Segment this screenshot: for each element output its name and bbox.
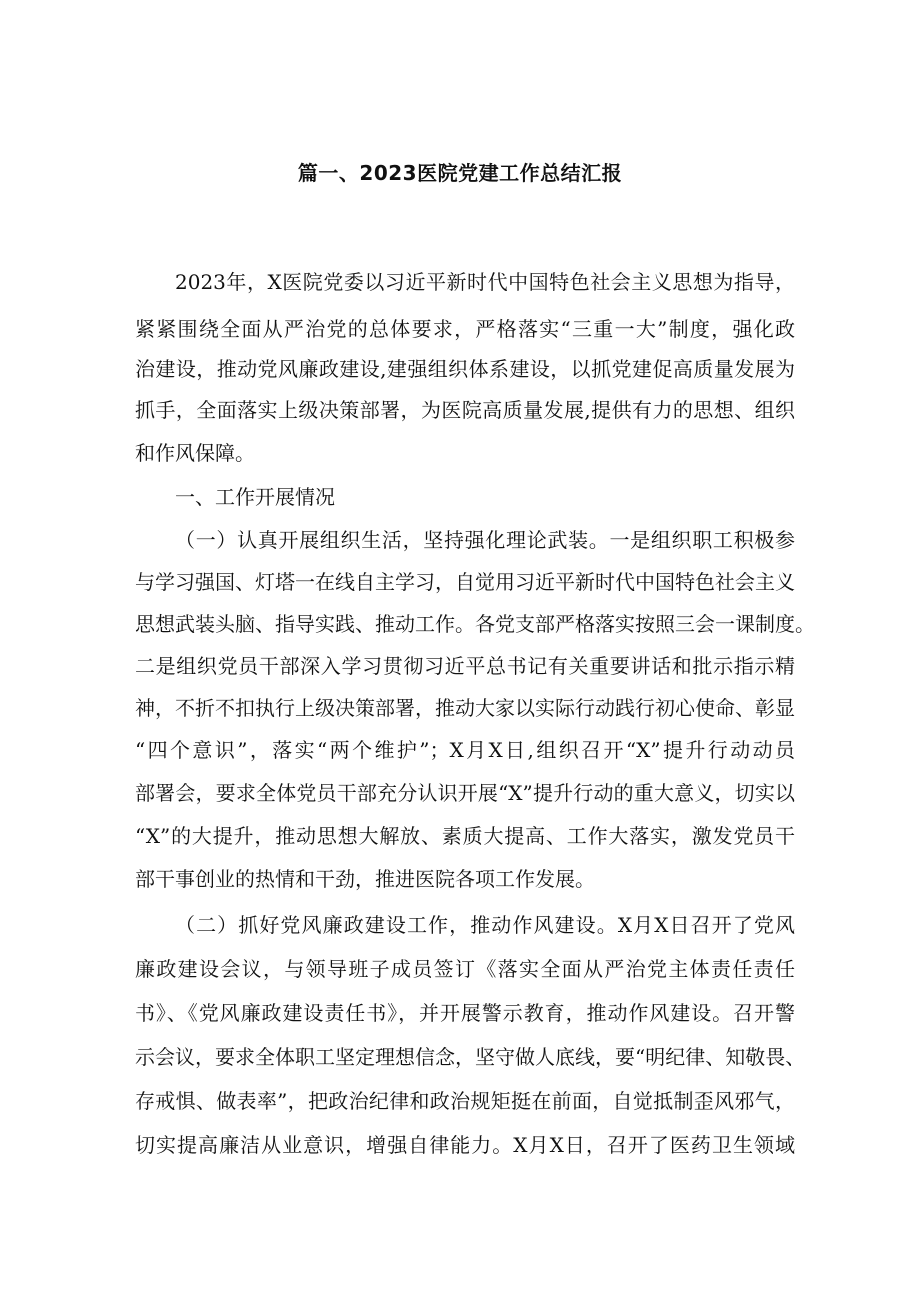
- intro-line-4: 抓手，全面落实上级决策部署，为医院高质量发展,提供有力的思想、组织: [135, 398, 795, 422]
- para1-line-8: “X”的大提升，推动思想大解放、素质大提高、工作大落实，激发党员干: [135, 824, 795, 848]
- intro-line-3: 治建设，推动党风廉政建设,建强组织体系建设，以抓党建促高质量发展为: [135, 357, 795, 381]
- para1-line-9: 部干事创业的热情和干劲，推进医院各项工作发展。: [135, 867, 595, 891]
- para2-line-2: 廉政建设会议，与领导班子成员签订《落实全面从严治党主体责任责任: [135, 957, 795, 981]
- intro-line-2: 紧紧围绕全面从严治党的总体要求，严格落实“三重一大”制度，强化政: [135, 317, 795, 341]
- para1-line-4: 二是组织党员干部深入学习贯彻习近平总书记有关重要讲话和批示指示精: [135, 654, 795, 678]
- document-title: 篇一、2023医院党建工作总结汇报: [297, 161, 623, 185]
- para1-line-2: 与学习强国、灯塔一在线自主学习，自觉用习近平新时代中国特色社会主义: [135, 570, 795, 594]
- section-heading: 一、工作开展情况: [175, 485, 335, 509]
- para1-line-6: “四个意识”，落实“两个维护”；X月X日,组织召开“X”提升行动动员: [135, 738, 795, 762]
- intro-line-5: 和作风保障。: [135, 441, 255, 465]
- para2-line-6: 切实提高廉洁从业意识，增强自律能力。X月X日，召开了医药卫生领域: [135, 1133, 795, 1157]
- para2-line-5: 存戒惧、做表率”，把政治纪律和政治规矩挺在前面，自觉抵制歪风邪气，: [135, 1089, 795, 1113]
- para1-line-1: （一）认真开展组织生活，坚持强化理论武装。一是组织职工积极参: [175, 528, 795, 552]
- para1-line-5: 神，不折不扣执行上级决策部署，推动大家以实际行动践行初心使命、彰显: [135, 696, 795, 720]
- para1-line-7: 部署会，要求全体党员干部充分认识开展“X”提升行动的重大意义，切实以: [135, 781, 795, 805]
- para1-line-3: 思想武装头脑、指导实践、推动工作。各党支部严格落实按照三会一课制度。: [135, 612, 815, 636]
- intro-line-1: 2023年，X医院党委以习近平新时代中国特色社会主义思想为指导，: [175, 270, 795, 294]
- para2-line-1: （二）抓好党风廉政建设工作，推动作风建设。X月X日召开了党风: [175, 913, 795, 937]
- para2-line-4: 示会议，要求全体职工坚定理想信念，坚守做人底线，要“明纪律、知敬畏、: [135, 1045, 806, 1069]
- para2-line-3: 书》、《党风廉政建设责任书》，并开展警示教育，推动作风建设。召开警: [135, 1001, 795, 1025]
